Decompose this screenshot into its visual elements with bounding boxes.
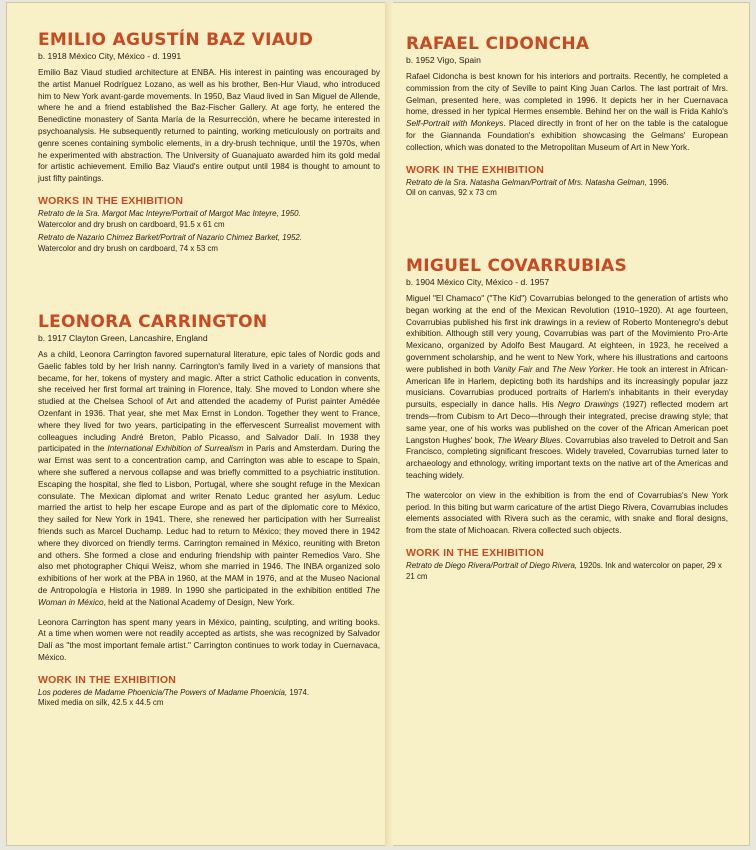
works-heading: WORK IN THE EXHIBITION [406, 163, 544, 176]
work-media: 1920s. Ink and watercolor on paper, 29 x 21 cm [406, 560, 722, 581]
artist-section-cidoncha [406, 34, 728, 202]
artist-bio: Emilio Baz Viaud studied architecture at ENBA. His interest in painting was encouraged by the artist Manuel Rodríguez Lozano, as well as his brother, Ben-Hur Viaud, who introduced him to New York avant-garde movements. In 1950, Baz Viaud lived in San Miguel de Allende, where he and a friend established the Baz-Fischer Gallery. At age forty, he entered the Benedictine monastery of Santa María de la Resurrección, where he became interested in psychoanalysis. He subsequently returned to painting, working meticulously on portraits and genre scenes containing symbolic elements, in a dry-brush technique, until the 1970s, when he experimented with abstraction. The University of Guanajuato awarded him its gold medal for artistic achievement. Emilio Baz Viaud's entire output until 1984 is thought to amount to just fifty paintings. [38, 68, 380, 184]
works-heading: WORK IN THE EXHIBITION [406, 546, 544, 559]
artist-bio: As a child, Leonora Carrington favored supernatural literature, epic tales of Nordic gods and Gaelic fables told by her Irish nanny. Carrington's family lived in a variety of mansions that became, for her, tokens of mystery and magic. After a strict Catholic education in convents, she received her first formal art training in Florence, Italy. She moved to London where she studied at the Chelsea School of Art and attended the academy of Purist painter Amédée Ozenfant in 1936. That year, she met Max Ernst in London. Together they went to France, where they lived for two years, participating in the effervescent Surrealist movement with colleagues including André Breton, Pablo Picasso, and Salvador Dalí. In 1938 they participated in the International Exhibition of Surrealism in Paris and Amsterdam. During the war Ernst was sent to a concentration camp, and Carrington was able to escape to Spain, where she suffered a nervous collapse and was briefly committed to a psychiatric institution. Escaping the hospital, she fled to Lisbon, Portugal, where she sought refuge in the Mexican consulate. The Mexican diplomat and writer Renato Leduc granted her asylum. Leduc married the artist to help her escape Europe and as part of the diplomatic core to México, they sailed for New York in 1941. There, she renewed her participation with her Surrealist friends such as Marcel Duchamp. Leduc had to return to México; they moved there in 1942 where they divorced on friendly terms. Carrington remained in México, reuniting with Breton and others. She formed a close and enduring friendship with painter Remedios Varo. She also met photographer Chiqui Weisz, whom she married in 1946. The INBA organized solo exhibitions of her work at the PBA in 1960, at the MAM in 1976, and at the Museo Nacional de Antropología e Historia in 1989. In 1990 she participated in the exhibition entitled The Woman in México, held at the National Academy of Design, New York. [38, 350, 380, 607]
work-media: Watercolor and dry brush on cardboard, 91.5 x 61 cm [38, 219, 225, 229]
work-title: Retrato de Nazario Chimez Barket/Portrait of Nazario Chimez Barket, 1952. [38, 233, 303, 243]
work-entry [38, 209, 380, 230]
artist-name: RAFAEL CIDONCHA [406, 34, 590, 54]
page-fold [385, 2, 393, 846]
artist-lifespan: b. 1918 México City, México - d. 1991 [38, 51, 182, 61]
work-entry [38, 688, 380, 709]
artist-section-carrington [38, 312, 380, 712]
artist-lifespan: b. 1952 Vigo, Spain [406, 55, 481, 65]
work-entry [406, 561, 728, 582]
work-media: Mixed media on silk, 42.5 x 44.5 cm [38, 698, 164, 708]
artist-name: MIGUEL COVARRUBIAS [406, 256, 628, 276]
work-title: Retrato de la Sra. Margot Mac Inteyre/Portrait of Margot Mac Inteyre, 1950. [38, 208, 301, 218]
work-year: 1974. [287, 687, 310, 697]
artist-name: EMILIO AGUSTÍN BAZ VIAUD [38, 30, 314, 50]
work-media: Watercolor and dry brush on cardboard, 74 x 53 cm [38, 243, 218, 253]
artist-bio-continued: Leonora Carrington has spent many years in México, painting, sculpting, and writing books. At a time when women were not readily accepted as artists, she was recognized by Salvador Dalí as "the most important female artist." Carrington continues to work today in Cuernavaca, México. [38, 617, 380, 662]
artist-section-covarrubias [406, 256, 728, 585]
work-title: Los poderes de Madame Phoenicia/The Powers of Madame Phoenicia, [38, 687, 288, 697]
work-media: Oil on canvas, 92 x 73 cm [406, 188, 497, 198]
artist-bio-continued: The watercolor on view in the exhibition is from the end of Covarrubias's New York period. In this biting but warm caricature of the artist Diego Rivera, Covarrubias includes elements associated with Rivera such as the ceramic, with snake and floral designs, from the state of Michoacan. Rivera collected such objects. [406, 490, 728, 536]
work-title: Retrato de Diego Rivera/Portrait of Diego Rivera, [406, 560, 578, 570]
work-entry [406, 178, 728, 199]
work-title: Retrato de la Sra. Natasha Gelman/Portrait of Mrs. Natasha Gelman, [406, 177, 647, 187]
artist-lifespan: b. 1917 Clayton Green, Lancashire, England [38, 333, 208, 343]
artist-lifespan: b. 1904 México City, México - d. 1957 [406, 277, 550, 287]
work-year: 1996. [646, 177, 669, 187]
works-heading: WORK IN THE EXHIBITION [38, 673, 176, 686]
artist-section-baz-viaud [38, 30, 380, 257]
artist-bio: Rafael Cidoncha is best known for his interiors and portraits. Recently, he completed a commission from the city of Seville to paint King Juan Carlos. The last portrait of Mrs. Gelman, presented here, was completed in 1996. It depicts her in her Cuernavaca home, dressed in her typical Hermes ensemble. Behind her on the wall is Frida Kahlo's Self-Portrait with Monkeys. Placed directly in front of her on the table is the catalogue for the Giannanda Foundation's exhibition showcasing the Gelmans' European collection, which was donated to the Metropolitan Museum of Art in New York. [406, 72, 728, 152]
works-heading: WORKS IN THE EXHIBITION [38, 194, 184, 207]
artist-name: LEONORA CARRINGTON [38, 312, 268, 332]
artist-bio: Miguel "El Chamaco" ("The Kid") Covarrubias belonged to the generation of artists who began working at the end of the Mexican Revolution (1910–1920). At age fourteen, Covarrubias published his first ink drawings in a review of Roberto Montenegro's debut exhibition. Although still very young, Covarrubias was part of the Movimiento Pro-Arte Mexicano, organized by Adolfo Best Maugard. At eighteen, in 1923, he received a government scholarship, and he went to New York, where his illustrations and cartoons were published in both Vanity Fair and The New Yorker. He took an interest in African-American life in Harlem, depicting both its hardships and its increasingly popular jazz musicians. Covarrubias produced portraits of Harlem's inhabitants in their everyday pursuits, especially in dance halls. His Negro Drawings (1927) reflected modern art trends—from Cubism to Art Deco—through their integrated, precise drawing style; that same year, one of his works was published on the cover of the African American poet Langston Hughes' book, The Weary Blues. Covarrubias also traveled to Detroit and San Francisco, completing significant frescoes. Widely traveled, Covarrubias turned later to archaeology and ethnology, writing important texts on the native art of the Americas and teaching widely. [406, 294, 729, 480]
work-entry [38, 233, 380, 254]
